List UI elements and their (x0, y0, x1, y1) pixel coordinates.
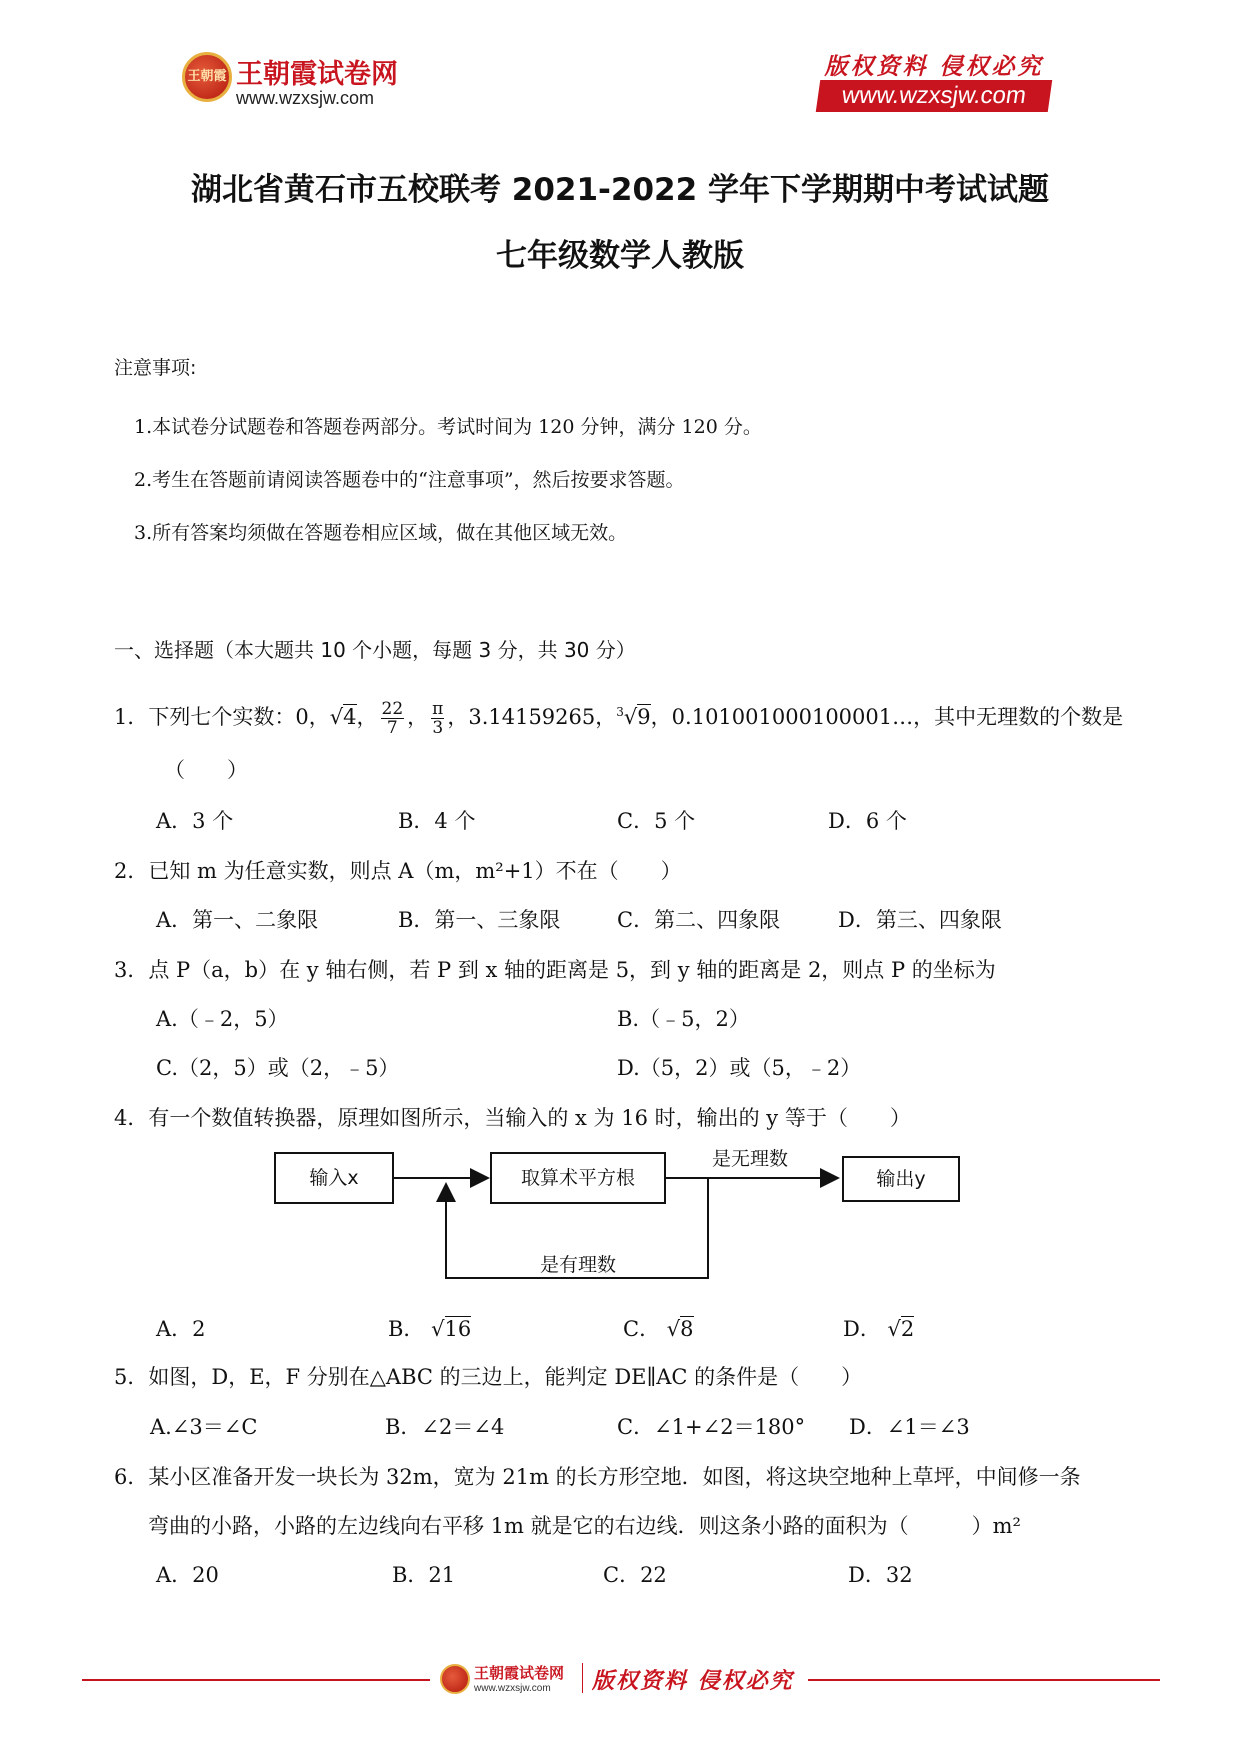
copyright-notice: 版权资料 侵权必究 (824, 53, 1044, 80)
option-a[interactable]: A．3 个 (156, 809, 234, 833)
question-2: 2．已知 m 为任意实数，则点 A（m，m²+1）不在（ ） (114, 859, 682, 883)
fraction: $\frac{22}{7}$ (381, 699, 404, 738)
question-3: 3．点 P（a，b）在 y 轴右侧，若 P 到 x 轴的距离是 5，到 y 轴的距离是 2，则点 P 的坐标为 (114, 958, 996, 982)
notice-heading: 注意事项: (114, 357, 197, 379)
notice-item: 2.考生在答题前请阅读答题卷中的“注意事项”，然后按要求答题。 (134, 469, 685, 491)
option-b[interactable]: B.（﹣5，2） (617, 1007, 750, 1031)
option-a[interactable]: A．2 (156, 1317, 206, 1341)
sqrt-radicand: 4 (343, 705, 357, 729)
page-subtitle: 七年级数学人教版 (496, 238, 744, 274)
notice-item: 1.本试卷分试题卷和答题卷两部分。考试时间为 120 分钟，满分 120 分。 (134, 416, 762, 438)
fraction: $\frac{\pi}{3}$ (432, 699, 444, 738)
option-b[interactable]: B．21 (392, 1563, 456, 1587)
seal-icon: 王朝霞 (182, 52, 232, 102)
question-5: 5．如图，D，E，F 分别在△ABC 的三边上，能判定 DE∥AC 的条件是（ ） (114, 1365, 863, 1389)
footer-divider-left (82, 1679, 430, 1681)
process-box: 取算术平方根 (490, 1152, 666, 1204)
page-title: 湖北省黄石市五校联考 2021-2022 学年下学期期中考试试题 (190, 172, 1049, 208)
option-c[interactable]: C． √8 (623, 1317, 694, 1341)
option-d[interactable]: D．∠1＝∠3 (849, 1415, 970, 1439)
brand-url: www.wzxsjw.com (236, 88, 375, 108)
option-d[interactable]: D．6 个 (828, 809, 907, 833)
option-a[interactable]: A．20 (156, 1563, 219, 1587)
question-4: 4．有一个数值转换器，原理如图所示，当输入的 x 为 16 时，输出的 y 等于（ ） (114, 1106, 911, 1130)
option-c[interactable]: C.（2，5）或（2，﹣5） (156, 1056, 400, 1080)
option-b[interactable]: B． √16 (388, 1317, 472, 1341)
option-b[interactable]: B．∠2＝∠4 (385, 1415, 505, 1439)
input-box: 输入x (274, 1152, 394, 1204)
output-box: 输出y (842, 1156, 960, 1202)
option-c[interactable]: C．∠1+∠2＝180° (617, 1415, 806, 1439)
brand-name: 王朝霞试卷网 (236, 59, 398, 90)
option-c[interactable]: C．22 (603, 1563, 667, 1587)
option-d[interactable]: D．32 (848, 1563, 913, 1587)
rational-label: 是有理数 (540, 1254, 617, 1276)
option-a[interactable]: A.∠3＝∠C (150, 1415, 258, 1439)
footer-seal-icon (440, 1664, 470, 1694)
question-1: 1．下列七个实数：0，√4， $\frac{22}{7}$ ， $\frac{\pi}{3}$ ，3.14159265，$^3$√9，0.101001000100001…，其中无理数的个数是 (114, 699, 1124, 738)
sqrt-symbol: √ (329, 705, 344, 729)
footer-copyright: 版权资料 侵权必究 (592, 1668, 794, 1694)
option-b[interactable]: B．4 个 (398, 809, 476, 833)
option-d[interactable]: D． √2 (843, 1317, 915, 1341)
option-a[interactable]: A．第一、二象限 (156, 908, 319, 932)
footer-brand-url: www.wzxsjw.com (474, 1683, 551, 1694)
footer-divider-right (808, 1679, 1160, 1681)
option-c[interactable]: C．第二、四象限 (617, 908, 781, 932)
notice-item: 3.所有答案均须做在答题卷相应区域，做在其他区域无效。 (134, 522, 628, 544)
footer-brand-name: 王朝霞试卷网 (474, 1664, 565, 1682)
question-6: 6．某小区准备开发一块长为 32m，宽为 21m 的长方形空地．如图，将这块空地种上草坪，中间修一条 (114, 1465, 1081, 1489)
question-6-cont: 弯曲的小路，小路的左边线向右平移 1m 就是它的右边线．则这条小路的面积为（ ）m² (148, 1514, 1021, 1538)
footer-separator (582, 1663, 583, 1693)
site-url-banner[interactable]: www.wzxsjw.com (816, 80, 1052, 112)
section-heading: 一、选择题（本大题共 10 个小题，每题 3 分，共 30 分） (114, 638, 636, 662)
option-a[interactable]: A.（﹣2，5） (156, 1007, 289, 1031)
option-b[interactable]: B．第一、三象限 (398, 908, 561, 932)
option-d[interactable]: D.（5，2）或（5，﹣2） (617, 1056, 862, 1080)
irrational-label: 是无理数 (712, 1148, 789, 1170)
answer-paren: （ ） (164, 758, 248, 782)
option-c[interactable]: C．5 个 (617, 809, 696, 833)
cbrt-symbol: √ (623, 705, 638, 729)
option-d[interactable]: D．第三、四象限 (838, 908, 1002, 932)
converter-diagram (270, 1146, 970, 1296)
